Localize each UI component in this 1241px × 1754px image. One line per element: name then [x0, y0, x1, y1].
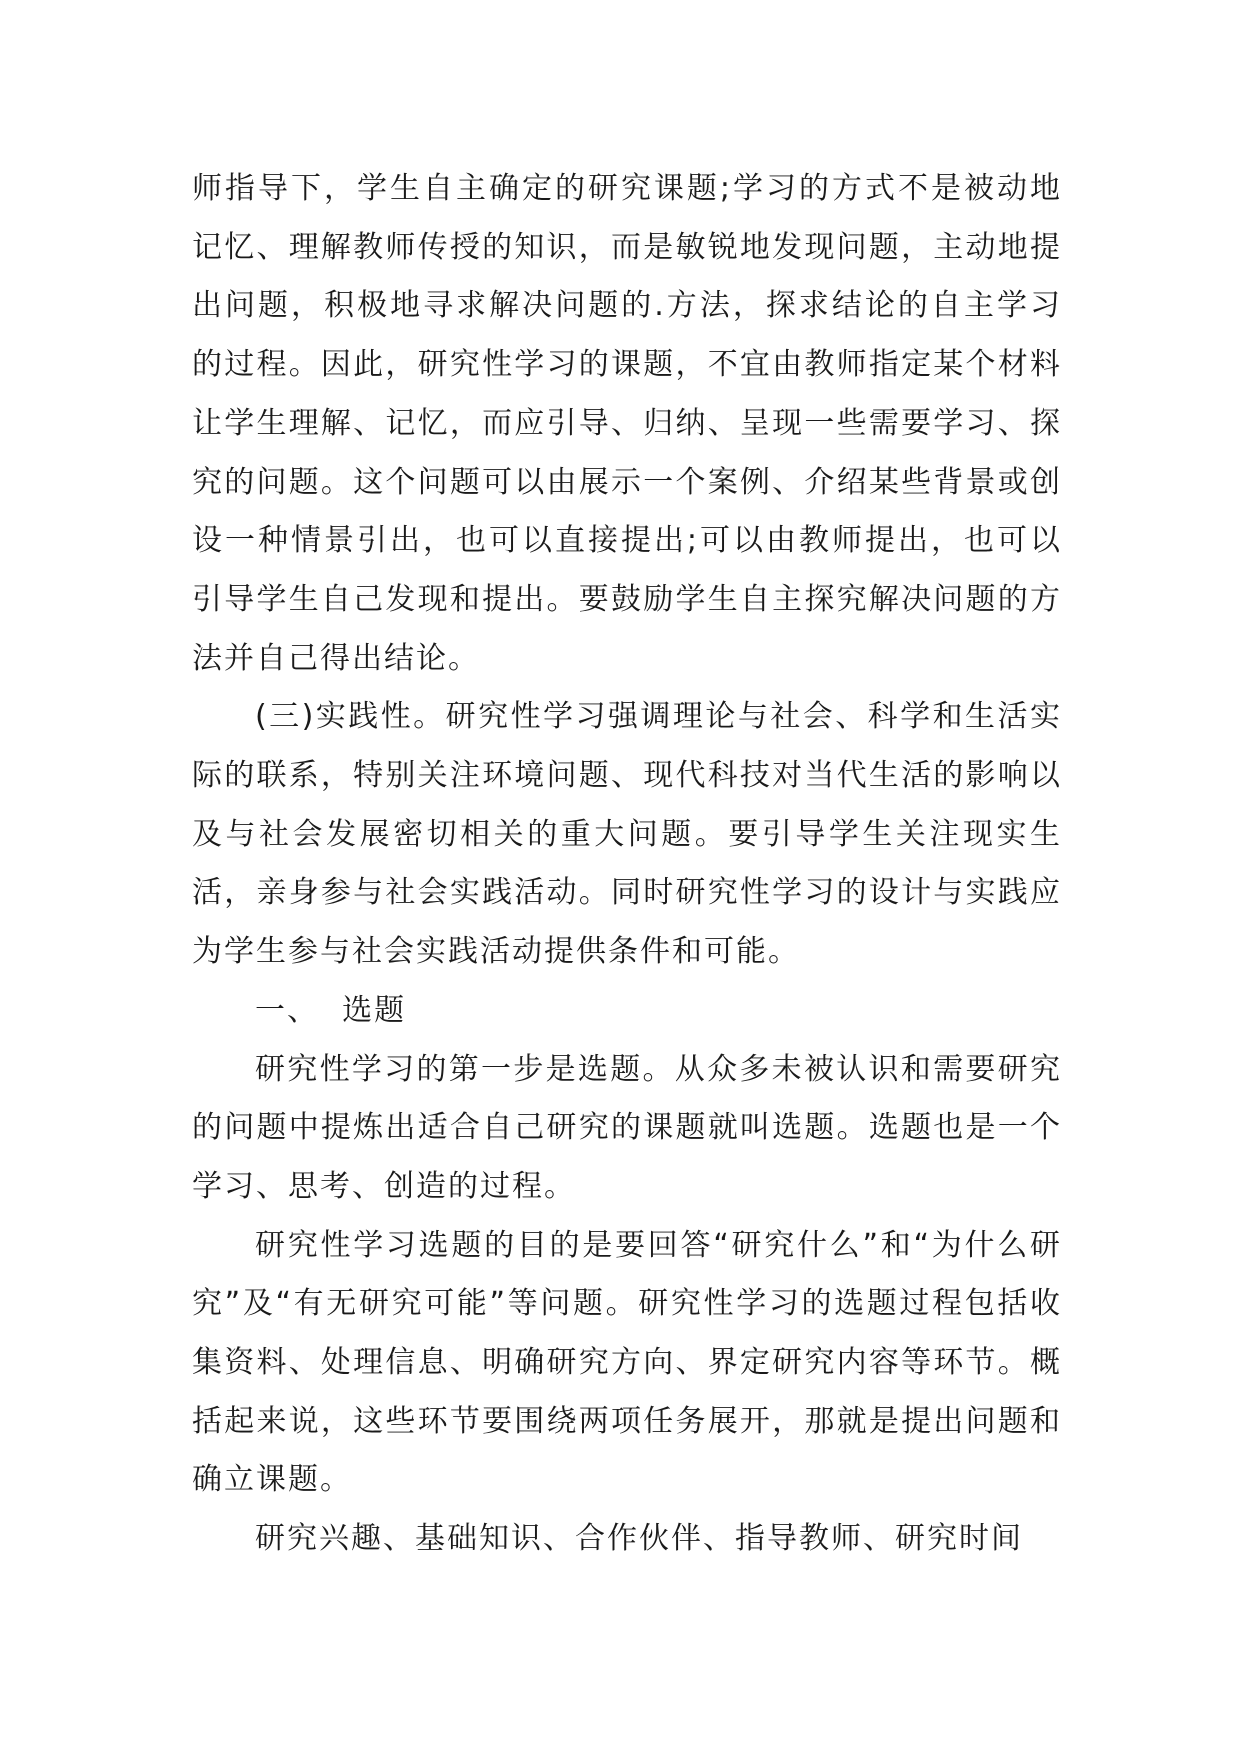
- paragraph-topic-selection-intro: 研究性学习的第一步是选题。从众多未被认识和需要研究的问题中提炼出适合自己研究的课题就叫选题。选题也是一个学习、思考、创造的过程。: [192, 1051, 1062, 1204]
- body-text: [192, 160, 1062, 1569]
- paragraph-factors: 研究兴趣、基础知识、合作伙伴、指导教师、研究时间: [255, 1521, 1023, 1557]
- paragraph-continued: 师指导下，学生自主确定的研究课题;学习的方式不是被动地记忆、理解教师传授的知识，而是敏锐地发现问题，主动地提出问题，积极地寻求解决问题的.方法，探求结论的自主学习的过程。因此，研究性学习的课题，不宜由教师指定某个材料让学生理解、记忆，而应引导、归纳、呈现一些需要学习、探究的问题。这个问题可以由展示一个案例、介绍某些背景或创设一种情景引出，也可以直接提出;可以由教师提出，也可以引导学生自己发现和提出。要鼓励学生自主探究解决问题的方法并自己得出结论。: [192, 171, 1062, 676]
- paragraph-topic-selection-purpose: 研究性学习选题的目的是要回答“研究什么”和“为什么研究”及“有无研究可能”等问题。研究性学习的选题过程包括收集资料、处理信息、明确研究方向、界定研究内容等环节。概括起来说，这些环节要围绕两项任务展开，那就是提出问题和确立课题。: [192, 1227, 1062, 1498]
- paragraph-practicality: (三)实践性。研究性学习强调理论与社会、科学和生活实际的联系，特别关注环境问题、现代科技对当代生活的影响以及与社会发展密切相关的重大问题。要引导学生关注现实生活，亲身参与社会实践活动。同时研究性学习的设计与实践应为学生参与社会实践活动提供条件和可能。: [192, 699, 1062, 970]
- section-heading-topic-selection: 一、 选题: [255, 992, 407, 1028]
